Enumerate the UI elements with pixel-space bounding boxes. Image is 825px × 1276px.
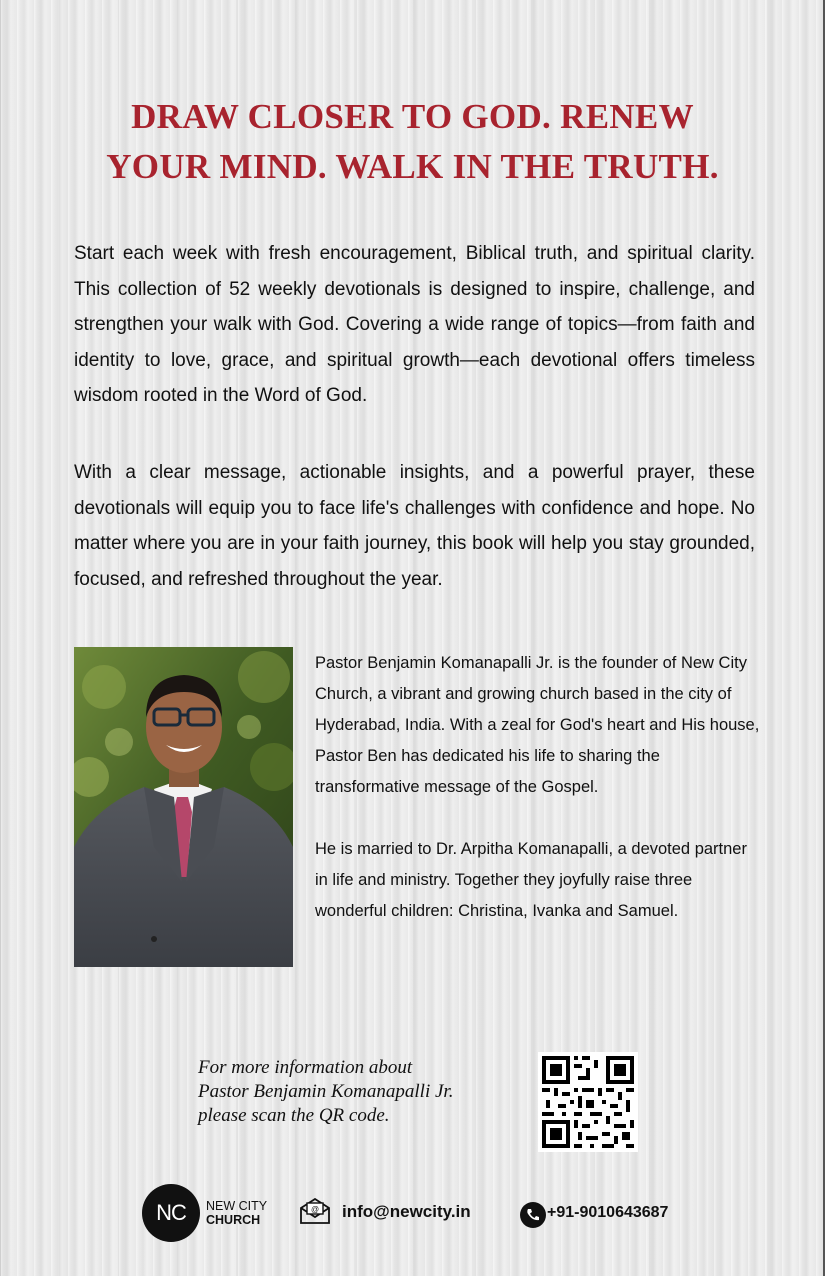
phone-link[interactable]: +91-9010643687 (547, 1204, 669, 1221)
author-photo (74, 647, 293, 967)
more-info-note (198, 1056, 518, 1128)
logo-mark: NC (156, 1200, 186, 1225)
author-bio-paragraph-1: Pastor Benjamin Komanapalli Jr. is the founder of New City Church, a vibrant and growing church based in the city of Hyderabad, India. With a zeal for God's heart and His house, Pastor Ben has dedicated his life to sharing the transformative message of the Gospel. (315, 654, 760, 796)
logo-line-2: CHURCH (206, 1213, 261, 1227)
phone-icon (520, 1202, 546, 1228)
new-city-church-logo (142, 1184, 200, 1242)
more-info-line-3: please scan the QR code. (198, 1105, 390, 1126)
headline-line-2: YOUR MIND. WALK IN THE TRUTH. (106, 147, 719, 186)
envelope-icon (299, 1198, 331, 1224)
email-link[interactable]: info@newcity.in (342, 1202, 471, 1221)
page-left-edge (0, 0, 1, 1276)
more-info-line-1: For more information about (198, 1057, 413, 1078)
svg-text:@: @ (310, 1205, 320, 1214)
logo-wordmark (206, 1199, 267, 1227)
contact-footer (0, 1180, 825, 1240)
more-info-line-2: Pastor Benjamin Komanapalli Jr. (198, 1081, 454, 1102)
headline (40, 92, 785, 192)
qr-code[interactable] (538, 1052, 638, 1152)
description-paragraph-2: With a clear message, actionable insights, and a powerful prayer, these devotionals will equip you to face life's challenges with confidence and hope. No matter where you are in your faith journey, this book will help you stay grounded, focused, and refreshed throughout the year. (74, 462, 755, 590)
headline-line-1: DRAW CLOSER TO GOD. RENEW (131, 97, 694, 136)
author-bio-paragraph-2: He is married to Dr. Arpitha Komanapalli, a devoted partner in life and ministry. Together they joyfully raise three wonderful children: Christina, Ivanka and Samuel. (315, 840, 747, 920)
description-paragraph-1: Start each week with fresh encouragement, Biblical truth, and spiritual clarity. This collection of 52 weekly devotionals is designed to inspire, challenge, and strengthen your walk with God. Covering a wide range of topics—from faith and identity to love, grace, and spiritual growth—each devotional offers timeless wisdom rooted in the Word of God. (74, 243, 755, 406)
logo-line-1: NEW CITY (206, 1199, 268, 1213)
